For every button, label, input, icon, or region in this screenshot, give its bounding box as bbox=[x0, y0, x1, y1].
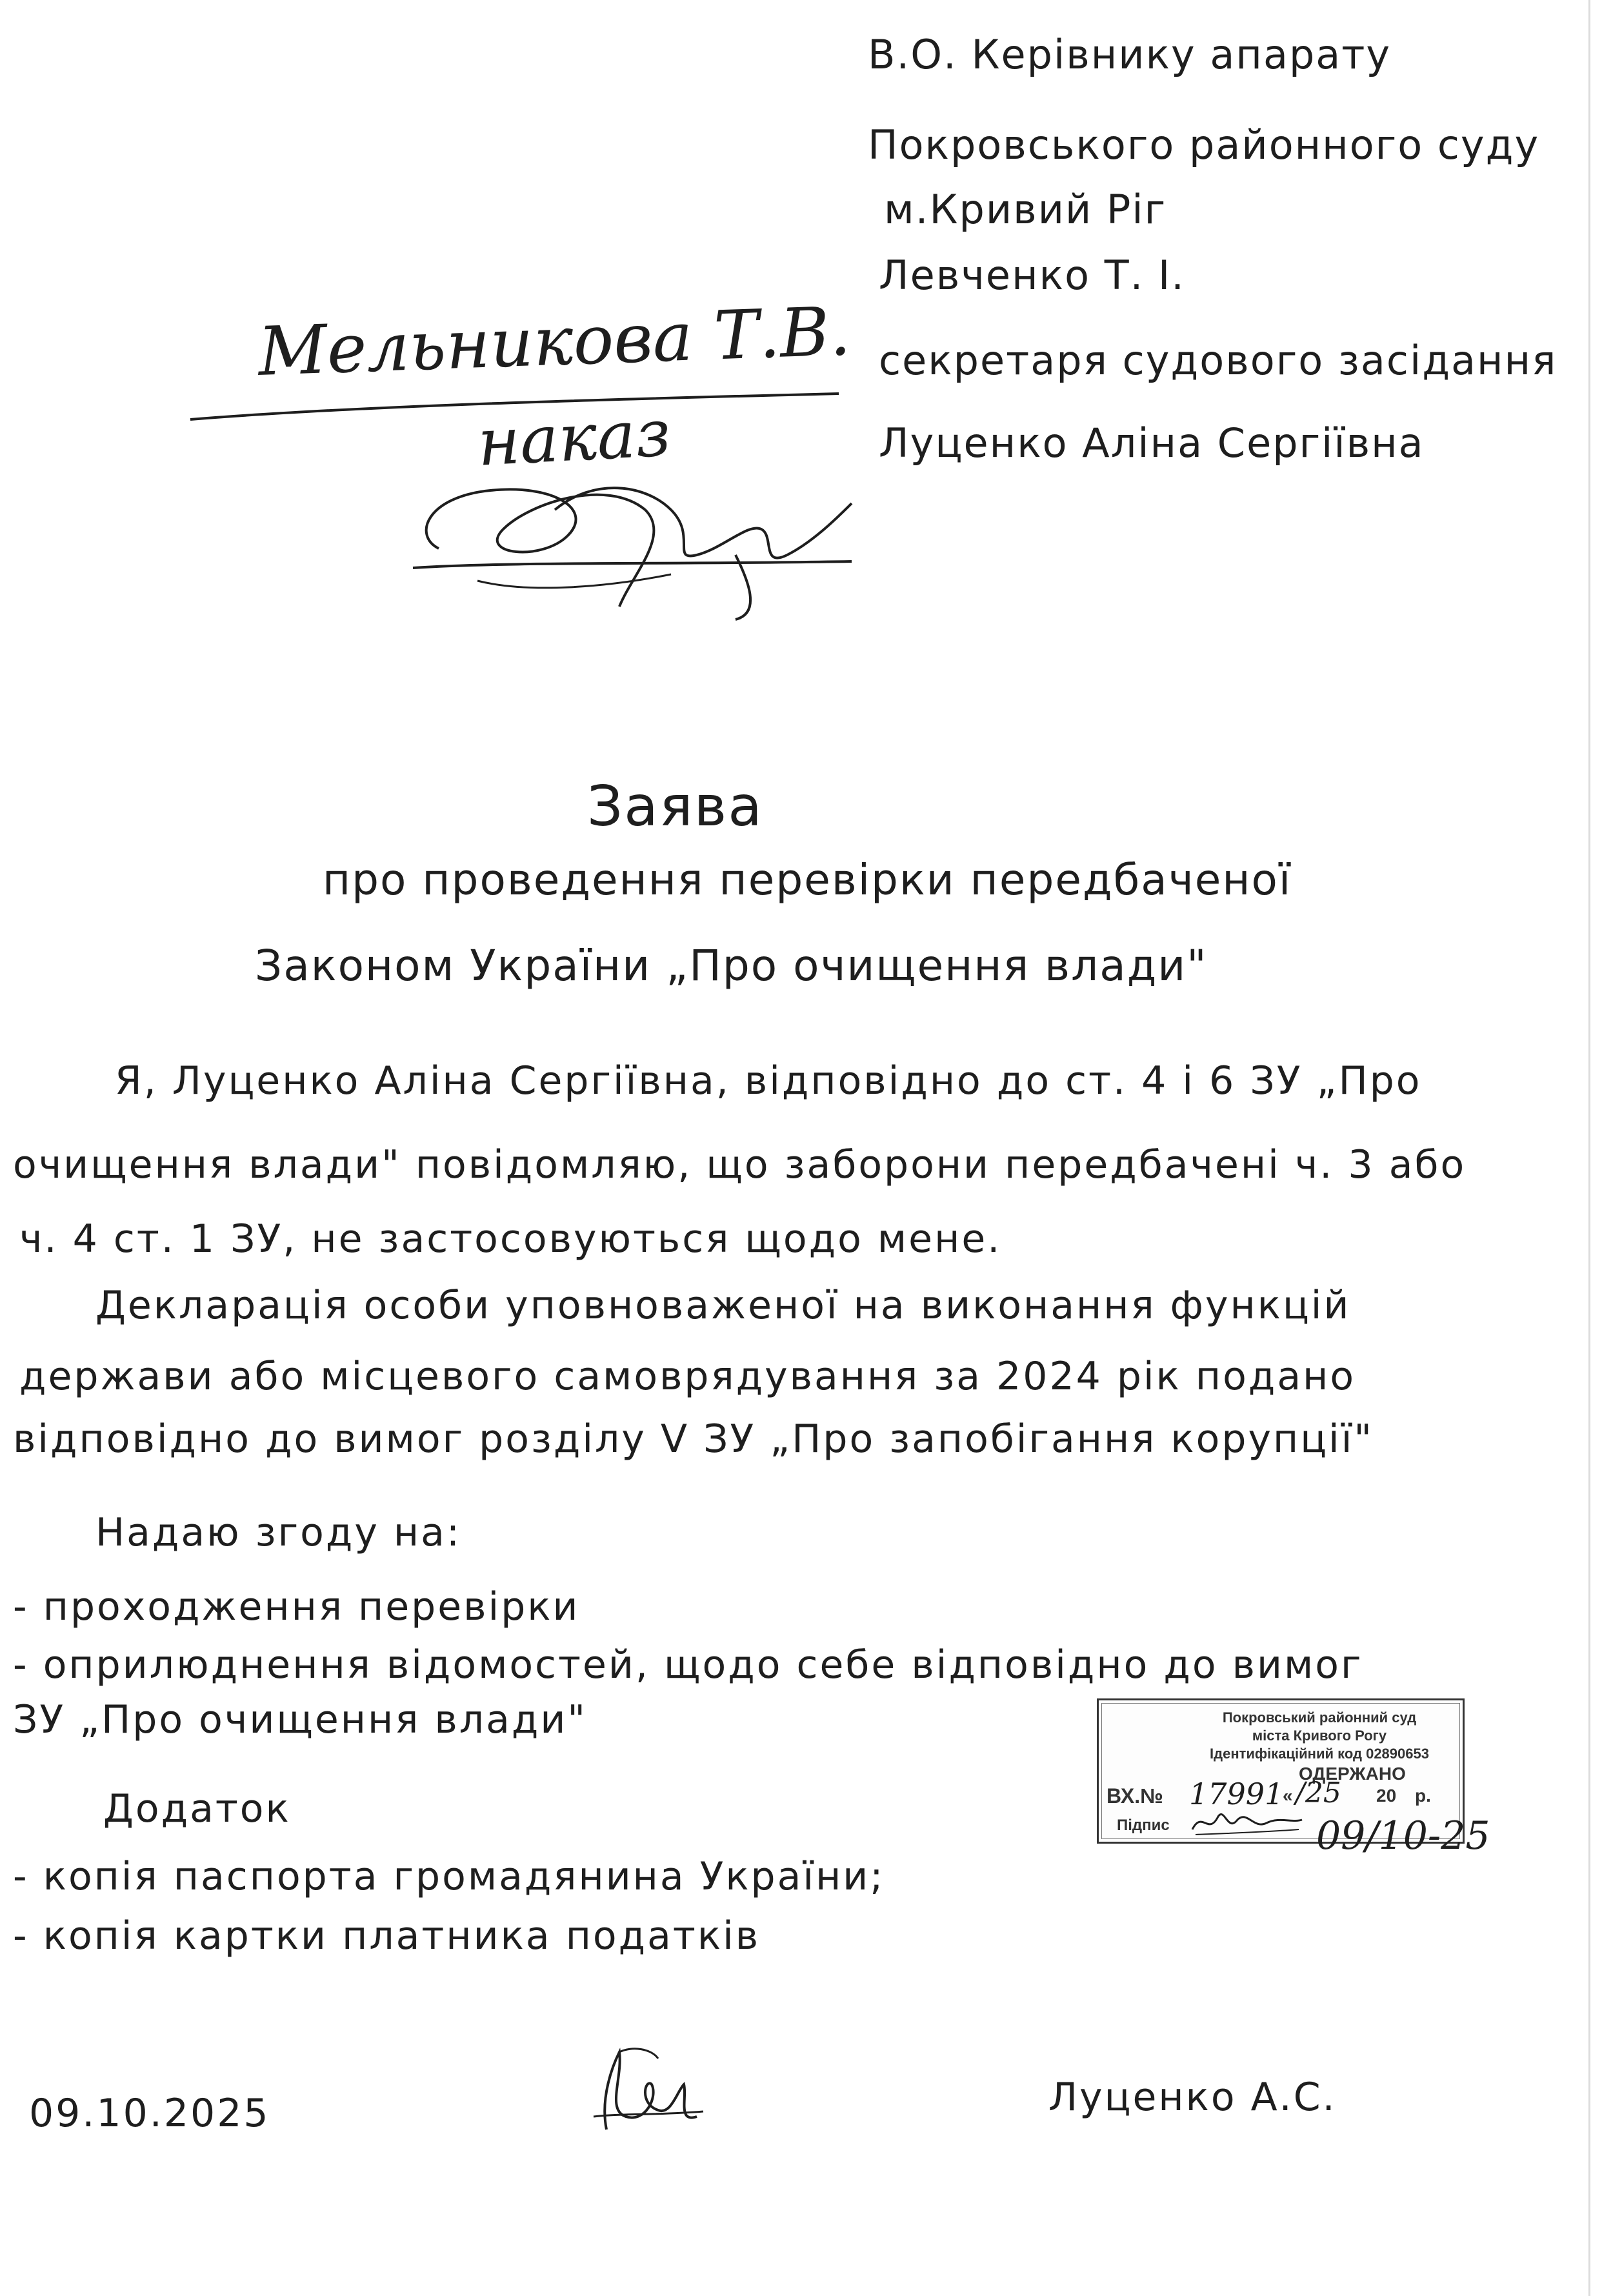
stamp-id-code: Ідентифікаційний код 02890653 bbox=[1210, 1746, 1429, 1762]
document-subtitle-2: Законом України „Про очищення влади" bbox=[255, 941, 1208, 991]
attachment-item-1: - копія паспорта громадянина України; bbox=[13, 1854, 885, 1899]
addressee-line-6: Луценко Аліна Сергіївна bbox=[879, 419, 1425, 467]
stamp-year-suffix: /25 bbox=[1296, 1777, 1341, 1809]
addressee-line-1: В.О. Керівнику апарату bbox=[868, 31, 1392, 78]
consent-item-1: - проходження перевірки bbox=[13, 1584, 580, 1629]
stamp-date-quote: « bbox=[1283, 1786, 1293, 1806]
stamp-court-name: Покровський районний суд bbox=[1222, 1709, 1417, 1726]
attachment-item-2: - копія картки платника податків bbox=[13, 1913, 761, 1959]
consent-item-2: - оприлюднення відомостей, щодо себе відповідно до вимог bbox=[13, 1642, 1363, 1687]
resolution-signature bbox=[400, 452, 865, 626]
addressee-line-5: секретаря судового засідання bbox=[879, 337, 1557, 384]
stamp-incoming-number-value: 17991 bbox=[1189, 1777, 1284, 1811]
body-p1-line-3: ч. 4 ст. 1 ЗУ, не застосовуються щодо мене. bbox=[19, 1216, 1002, 1262]
stamp-incoming-number-label: ВХ.№ bbox=[1106, 1784, 1163, 1808]
stamp-city: міста Кривого Рогу bbox=[1252, 1727, 1387, 1744]
page-edge-shadow bbox=[1588, 0, 1590, 2296]
document-subtitle-1: про проведення перевірки передбаченої bbox=[323, 855, 1292, 905]
stamp-year-label: 20 bbox=[1376, 1786, 1397, 1806]
consent-heading: Надаю згоду на: bbox=[95, 1510, 462, 1555]
addressee-line-2: Покровського районного суду bbox=[868, 121, 1540, 168]
body-p2-line-3: відповідно до вимог розділу V ЗУ „Про запобігання корупції" bbox=[13, 1416, 1374, 1462]
resolution-name: Мельникова Т.В. bbox=[257, 292, 852, 391]
stamp-year-r: р. bbox=[1415, 1786, 1431, 1806]
addressee-line-4: Левченко Т. І. bbox=[879, 252, 1185, 299]
footer-signer-name: Луценко А.С. bbox=[1048, 2075, 1337, 2120]
stamp-handwritten-date: 09/10-25 bbox=[1316, 1813, 1490, 1858]
footer-date: 09.10.2025 bbox=[29, 2091, 270, 2136]
body-p2-line-2: держави або місцевого самоврядування за 2024 рік подано bbox=[19, 1354, 1356, 1399]
applicant-signature bbox=[581, 2039, 710, 2142]
stamp-signature bbox=[1189, 1804, 1305, 1842]
body-p2-line-1: Декларація особи уповноваженої на виконання функцій bbox=[95, 1283, 1351, 1328]
resolution-word: наказ bbox=[476, 395, 673, 481]
document-title: Заява bbox=[587, 774, 763, 839]
attachment-heading: Додаток bbox=[103, 1786, 291, 1831]
consent-item-2-cont: ЗУ „Про очищення влади" bbox=[13, 1697, 587, 1742]
stamp-received-label: ОДЕРЖАНО bbox=[1299, 1764, 1406, 1784]
addressee-line-3: м.Кривий Ріг bbox=[884, 186, 1167, 233]
body-p1-line-1: Я, Луценко Аліна Сергіївна, відповідно до ст. 4 і 6 ЗУ „Про bbox=[115, 1058, 1422, 1103]
stamp-sign-label: Підпис bbox=[1117, 1817, 1170, 1834]
body-p1-line-2: очищення влади" повідомляю, що заборони передбачені ч. 3 або bbox=[13, 1142, 1467, 1187]
